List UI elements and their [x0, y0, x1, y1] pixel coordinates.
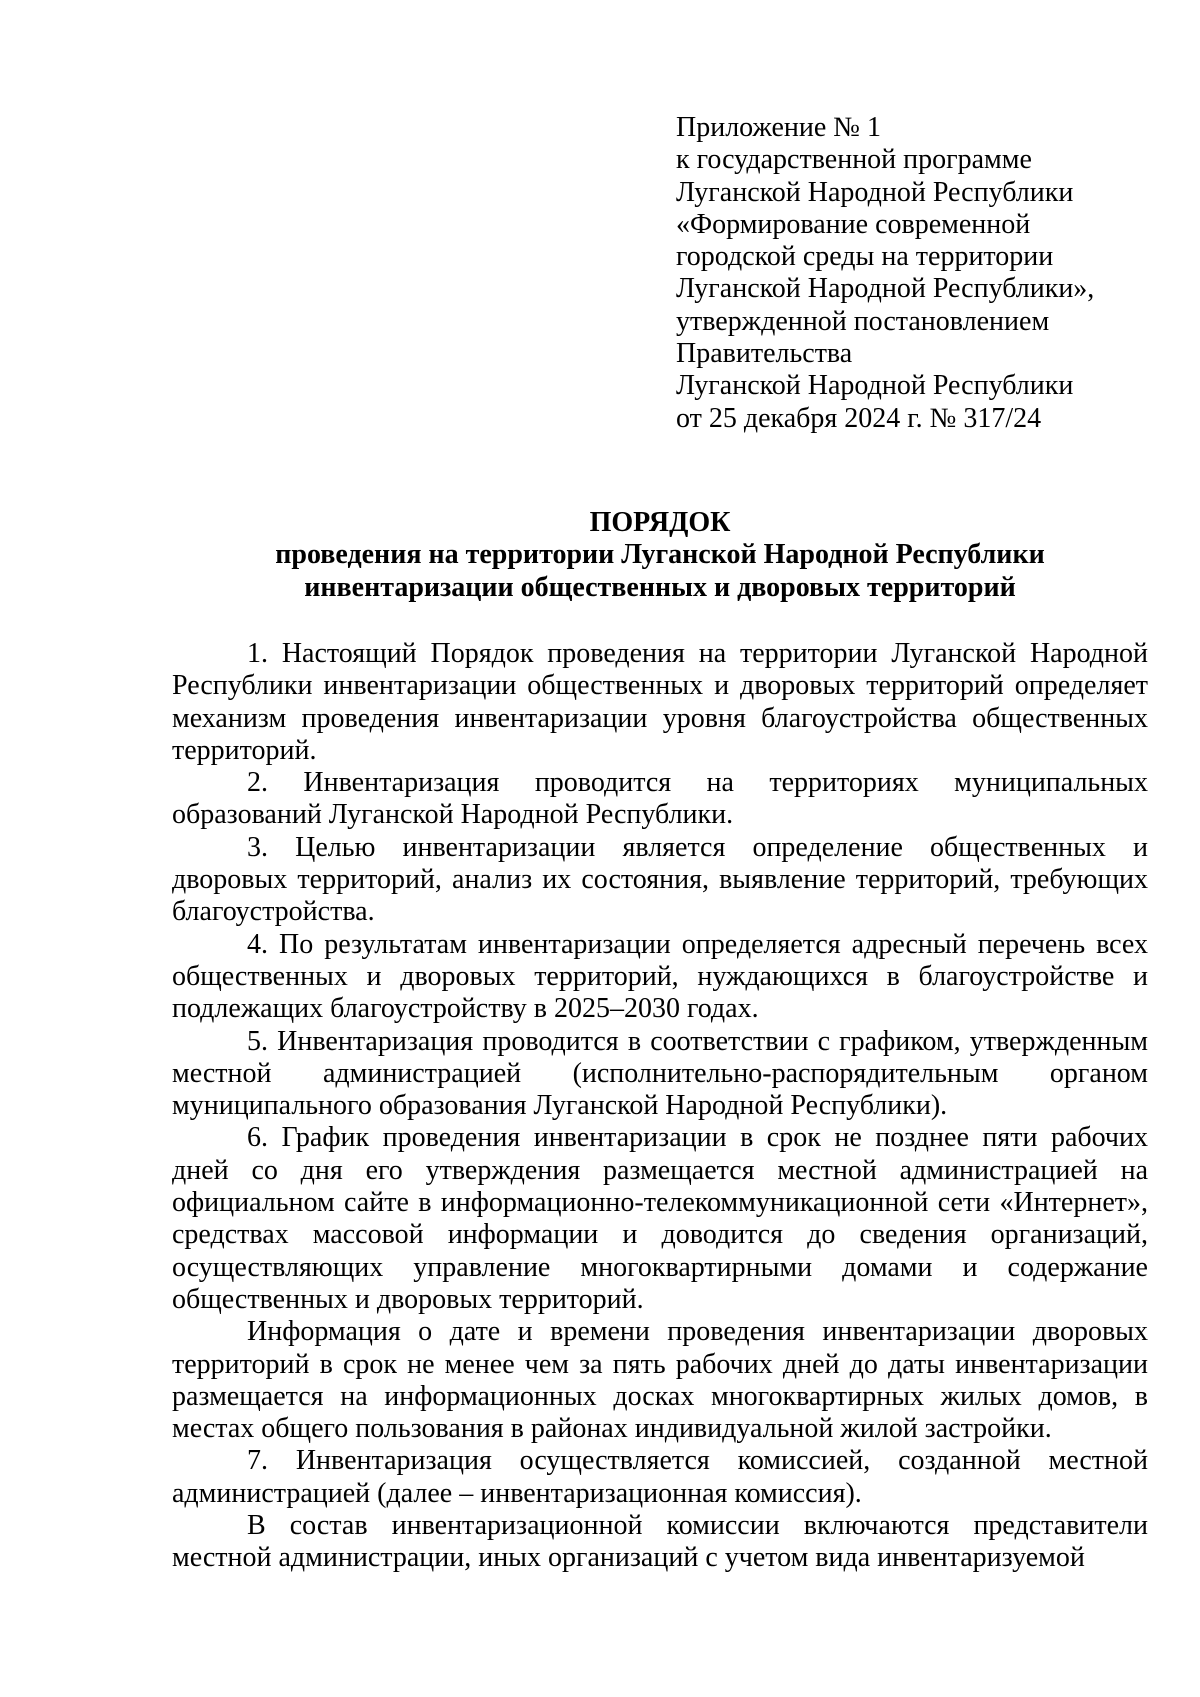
paragraph: 7. Инвентаризация осуществляется комиссией, созданной местной администрацией (далее – инвентаризационная комиссия).: [172, 1445, 1148, 1509]
document-body: [172, 638, 1148, 1575]
approval-line: городской среды на территории: [676, 241, 1054, 273]
paragraph: 4. По результатам инвентаризации определяется адресный перечень всех общественных и дворовых территорий, нуждающихся в благоустройстве и подлежащих благоустройству в 2025–2030 годах.: [172, 928, 1148, 1025]
approval-line: Луганской Народной Республики: [676, 176, 1074, 208]
approval-line: к государственной программе: [676, 144, 1032, 176]
paragraph: 6. График проведения инвентаризации в срок не позднее пяти рабочих дней со дня его утверждения размещается местной администрацией на официальном сайте в информационно-телекоммуникационной сети «Интернет», средствах массовой информации и доводится до сведения организаций, осуществляющих управление многоквартирными домами и содержание общественных и дворовых территорий.: [172, 1122, 1148, 1315]
paragraph: В состав инвентаризационной комиссии включаются представители местной администрации, иных организаций с учетом вида инвентаризуемой: [172, 1510, 1148, 1574]
paragraph: 3. Целью инвентаризации является определение общественных и дворовых территорий, анализ их состояния, выявление территорий, требующих благоустройства.: [172, 831, 1148, 928]
paragraph: Информация о дате и времени проведения инвентаризации дворовых территорий в срок не менее чем за пять рабочих дней до даты инвентаризации размещается на информационных досках многоквартирных жилых домов, в местах общего пользования в районах индивидуальной жилой застройки.: [172, 1316, 1148, 1445]
paragraph: 2. Инвентаризация проводится на территориях муниципальных образований Луганской Народной Республики.: [172, 767, 1148, 831]
paragraph: 1. Настоящий Порядок проведения на территории Луганской Народной Республики инвентаризации общественных и дворовых территорий определяет механизм проведения инвентаризации уровня благоустройства общественных территорий.: [172, 638, 1148, 766]
document-title: ПОРЯДОК: [589, 507, 731, 538]
approval-line: Приложение № 1: [676, 112, 881, 143]
approval-line: от 25 декабря 2024 г. № 317/24: [676, 402, 1042, 434]
document-subtitle: инвентаризации общественных и дворовых территорий: [304, 571, 1016, 603]
approval-line: Луганской Народной Республики: [676, 370, 1074, 402]
approval-line: Правительства: [676, 338, 853, 370]
document-heading: [172, 507, 1148, 604]
approval-block: [676, 112, 1156, 435]
paragraph: 5. Инвентаризация проводится в соответствии с графиком, утвержденным местной администрацией (исполнительно-распорядительным органом муниципального образования Луганской Народной Республики).: [172, 1025, 1148, 1122]
approval-line: «Формирование современной: [676, 208, 1031, 240]
document-subtitle: проведения на территории Луганской Народной Республики: [275, 539, 1045, 571]
approval-line: утвержденной постановлением: [676, 305, 1050, 337]
approval-line: Луганской Народной Республики»,: [676, 273, 1095, 305]
